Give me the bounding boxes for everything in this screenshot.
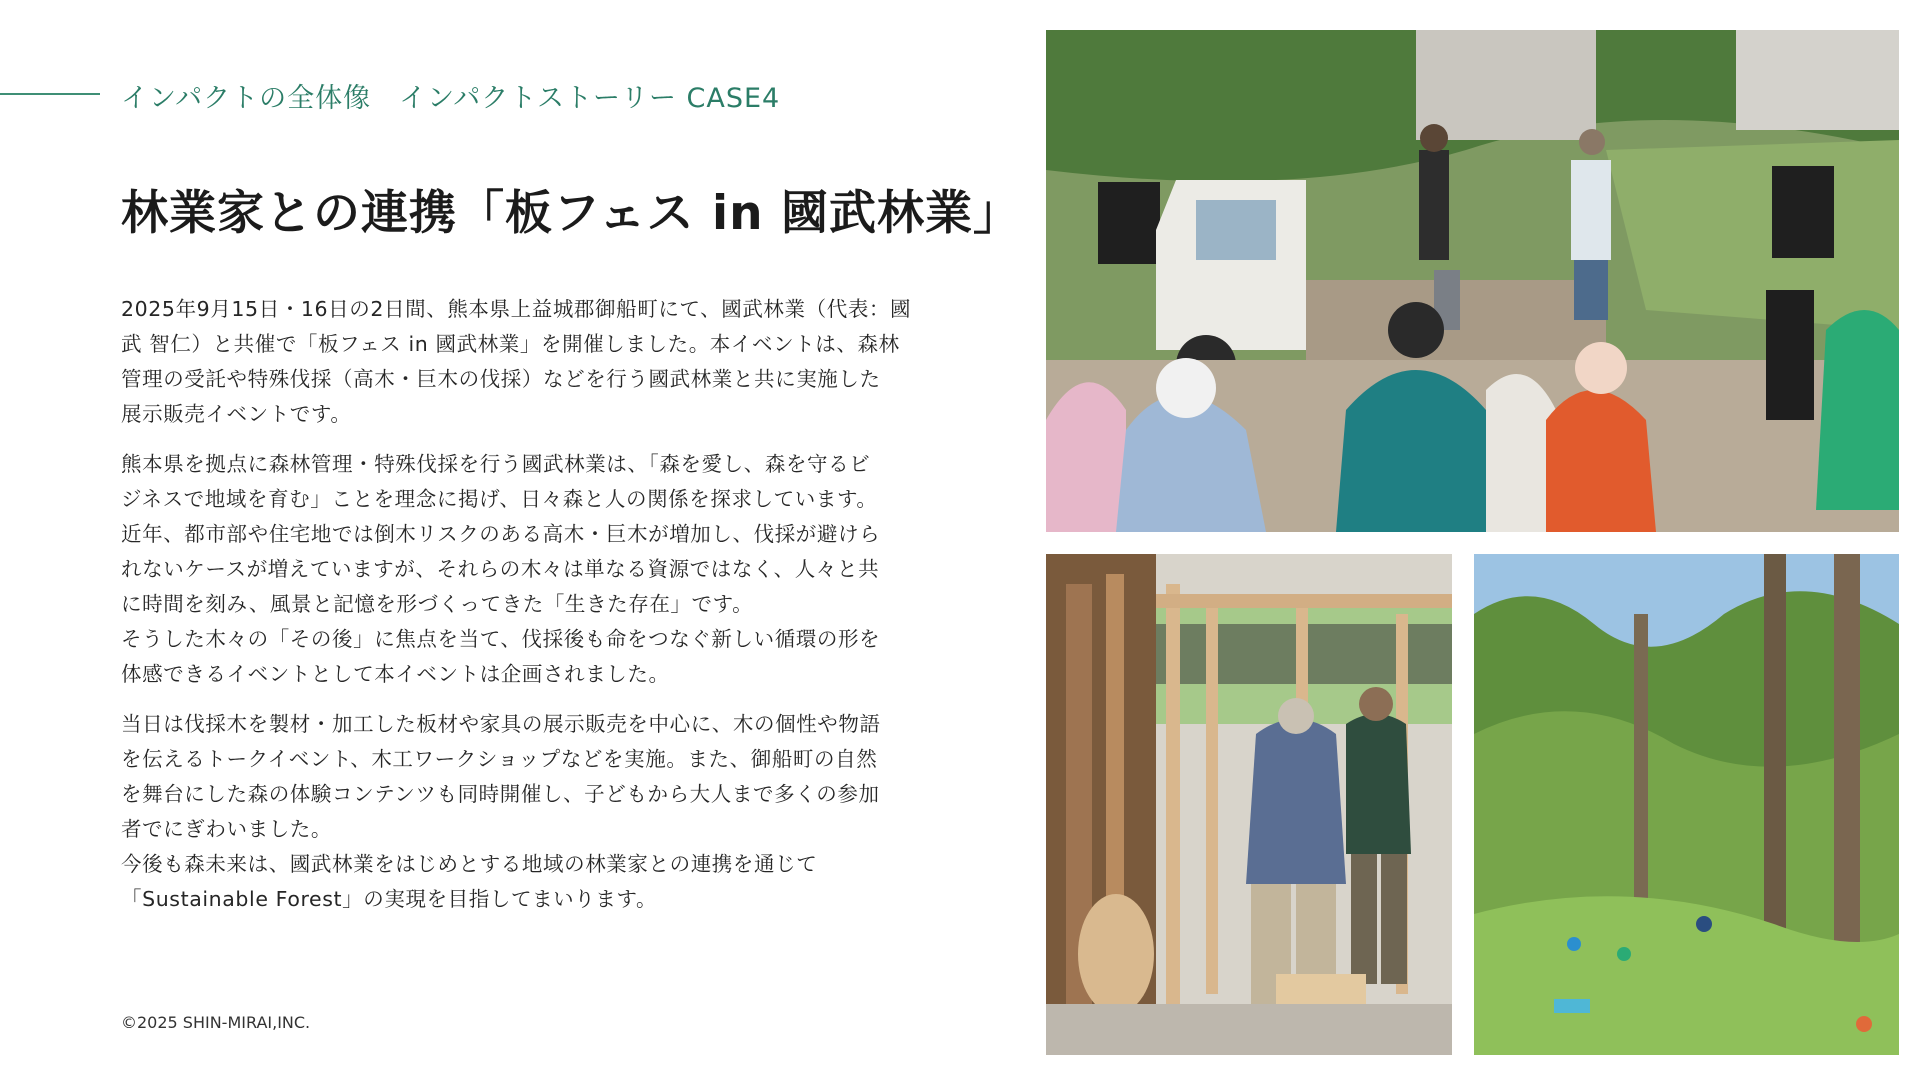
text-line: 「Sustainable Forest」の実現を目指してまいります。 [121,887,658,911]
text-line: を舞台にした森の体験コンテンツも同時開催し、子どもから大人まで多くの参加 [121,782,880,806]
text-line: れないケースが増えていますが、それらの木々は単なる資源ではなく、人々と共 [121,557,880,581]
text-line: 管理の受託や特殊伐採（高木・巨木の伐採）などを行う國武林業と共に実施した [121,367,881,391]
text-line: を伝えるトークイベント、木工ワークショップなどを実施。また、御船町の自然 [121,747,878,771]
text-line: 今後も森未来は、國武林業をはじめとする地域の林業家との連携を通じて [121,852,818,876]
paragraph-event-day [121,707,961,917]
text-line: ジネスで地域を育む」ことを理念に掲げ、日々森と人の関係を探求しています。 [121,487,878,511]
event-photo-forest [1474,554,1899,1055]
text-line: 近年、都市部や住宅地では倒木リスクのある高木・巨木が増加し、伐採が避けら [121,522,881,546]
text-line: に時間を刻み、風景と記憶を形づくってきた「生きた存在」です。 [121,592,754,616]
event-photo-talk [1046,30,1899,532]
text-line: そうした木々の「その後」に焦点を当て、伐採後も命をつなぐ新しい循環の形を [121,627,881,651]
text-line: 体感できるイベントとして本イベントは企画されました。 [121,662,670,686]
body-text [121,292,961,932]
text-line: 2025年9月15日・16日の2日間、熊本県上益城郡御船町にて、國武林業（代表：國 [121,297,912,321]
text-line: 熊本県を拠点に森林管理・特殊伐採を行う國武林業は、「森を愛し、森を守るビ [121,452,871,476]
accent-line [0,93,100,95]
event-photo-wood-display [1046,554,1452,1055]
text-line: 当日は伐採木を製材・加工した板材や家具の展示販売を中心に、木の個性や物語 [121,712,881,736]
section-label: インパクトの全体像 インパクトストーリー CASE4 [121,83,781,114]
paragraph-background [121,447,961,692]
text-line: 者でにぎわいました。 [121,817,332,841]
page-title: 林業家との連携「板フェス in 國武林業」 [121,186,1021,241]
text-line: 武 智仁）と共催で「板フェス in 國武林業」を開催しました。本イベントは、森林 [121,332,900,356]
paragraph-intro [121,292,961,432]
copyright: ©2025 SHIN-MIRAI,INC. [121,1013,311,1032]
text-line: 展示販売イベントです。 [121,402,352,426]
